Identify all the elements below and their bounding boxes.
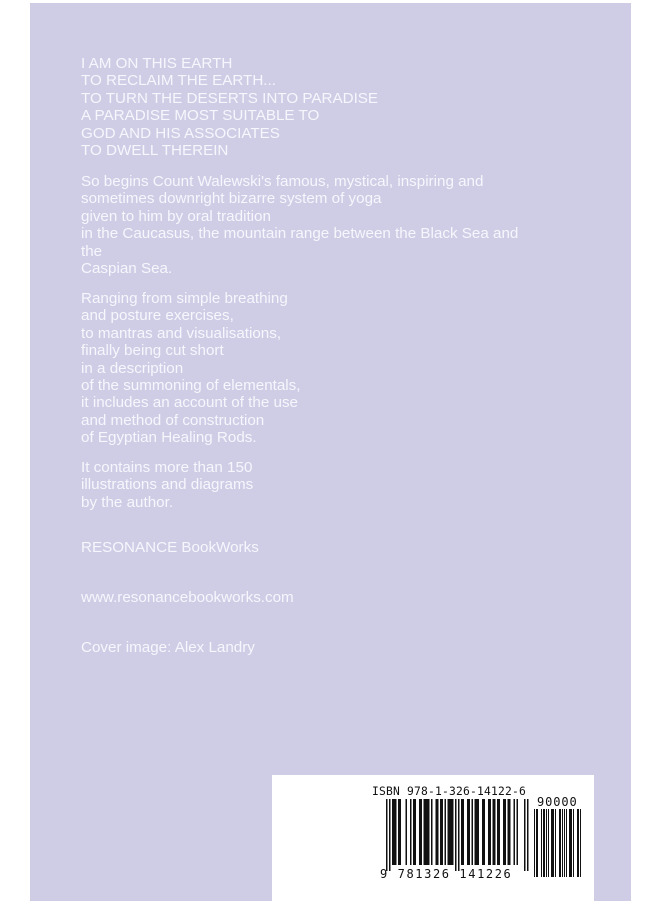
barcode-bar — [499, 799, 501, 865]
barcode-bar — [394, 799, 396, 865]
intro-verse: I AM ON THIS EARTH TO RECLAIM THE EARTH... TO TURN THE DESERTS INTO PARADISE A PARADISE MOST SUITABLE TO GOD AND HIS ASSOCIATES TO DWELL THEREIN — [81, 55, 379, 160]
barcode-bar — [428, 799, 430, 865]
barcode-bar — [552, 809, 553, 877]
barcode-bar — [493, 799, 495, 865]
description-paragraph-2: Ranging from simple breathing and posture exercises, to mantras and visualisations, finally being cut short in a description of the summoning of elementals, it includes an account of the use and method of construction of Egyptian Healing Rods. — [81, 290, 301, 447]
barcode-bar — [543, 809, 544, 877]
barcode-bar — [398, 799, 400, 865]
barcode-bar — [392, 799, 394, 865]
barcode-bar — [508, 799, 510, 865]
barcode-bar — [448, 799, 450, 865]
barcode-bar — [537, 809, 538, 877]
barcode-bar — [400, 799, 402, 865]
barcode-bar — [395, 799, 397, 865]
barcode-bar — [431, 799, 433, 865]
cover-image-credit: Cover image: Alex Landry — [81, 639, 255, 656]
description-paragraph-1: So begins Count Walewski's famous, mystical, inspiring and sometimes downright bizarre system of yoga given to him by oral tradition in the Caucasus, the mountain range between the Black Sea and the Caspian Sea. — [81, 173, 519, 278]
barcode-bar — [553, 809, 554, 877]
barcode-bar — [419, 799, 421, 865]
barcode-bar — [421, 799, 423, 865]
barcode-bar — [570, 809, 571, 877]
isbn-barcode — [272, 775, 594, 901]
barcode-bar — [424, 799, 426, 865]
barcode-bar — [461, 799, 463, 865]
barcode-bar — [541, 809, 542, 877]
barcode-bar — [514, 799, 516, 865]
barcode-bar — [503, 799, 505, 865]
barcode-bar — [451, 799, 453, 865]
barcode-bar — [580, 809, 581, 877]
barcode-bar — [476, 799, 478, 865]
barcode-bar — [497, 799, 499, 865]
barcode-bar — [527, 799, 529, 871]
price-addon-digits: 90000 — [537, 795, 578, 809]
barcode-bar — [505, 799, 507, 865]
barcode-bar — [442, 799, 444, 865]
barcode-bar — [494, 799, 496, 865]
publisher-name: RESONANCE BookWorks — [81, 539, 259, 556]
barcode-bar — [560, 809, 561, 877]
barcode-bar — [555, 809, 556, 877]
barcode-bar — [389, 799, 391, 871]
barcode-bar — [458, 799, 460, 871]
barcode-bar — [427, 799, 429, 865]
back-cover — [30, 3, 631, 901]
barcode-bar — [467, 799, 469, 865]
barcode-bar — [546, 809, 547, 877]
barcode-bar — [488, 799, 490, 865]
barcode-bar — [475, 799, 477, 865]
barcode-bar — [472, 799, 474, 865]
barcode-bar — [445, 799, 447, 865]
barcode-bar — [544, 809, 545, 877]
barcode-bar — [509, 799, 511, 865]
barcode-bar — [573, 809, 574, 877]
barcode-bar — [440, 799, 442, 865]
barcode-bar — [437, 799, 439, 865]
ean13-barcode-bars — [386, 799, 536, 877]
barcode-bar — [410, 799, 412, 865]
barcode-bar — [564, 809, 565, 877]
barcode-bar — [482, 799, 484, 865]
barcode-digits: 9 781326 141226 — [380, 867, 513, 881]
barcode-bar — [566, 809, 567, 877]
barcode-bar — [415, 799, 417, 865]
isbn-label: ISBN 978-1-326-14122-6 — [372, 785, 527, 798]
barcode-bar — [436, 799, 438, 865]
barcode-bar — [425, 799, 427, 865]
barcode-bar — [478, 799, 480, 865]
barcode-bar — [524, 799, 526, 871]
barcode-bar — [551, 809, 552, 877]
barcode-bar — [534, 809, 535, 877]
barcode-bar — [517, 799, 519, 865]
barcode-bar — [484, 799, 486, 865]
barcode-bar — [463, 799, 465, 865]
barcode-bar — [449, 799, 451, 865]
barcode-bar — [406, 799, 408, 865]
barcode-bar — [562, 809, 563, 877]
barcode-bar — [559, 809, 560, 877]
barcode-bar — [577, 809, 578, 877]
barcode-bar — [490, 799, 492, 865]
barcode-bar — [386, 799, 388, 871]
barcode-bar — [452, 799, 454, 865]
description-paragraph-3: It contains more than 150 illustrations and diagrams by the author. — [81, 459, 254, 511]
barcode-bar — [548, 809, 549, 877]
barcode-bar — [578, 809, 579, 877]
barcode-bar — [536, 809, 537, 877]
publisher-website: www.resonancebookworks.com — [81, 589, 294, 606]
barcode-bar — [413, 799, 415, 865]
price-addon-bars — [534, 809, 586, 879]
barcode-bar — [455, 799, 457, 871]
barcode-bar — [571, 809, 572, 877]
barcode-bar — [569, 809, 570, 877]
barcode-bar — [469, 799, 471, 865]
